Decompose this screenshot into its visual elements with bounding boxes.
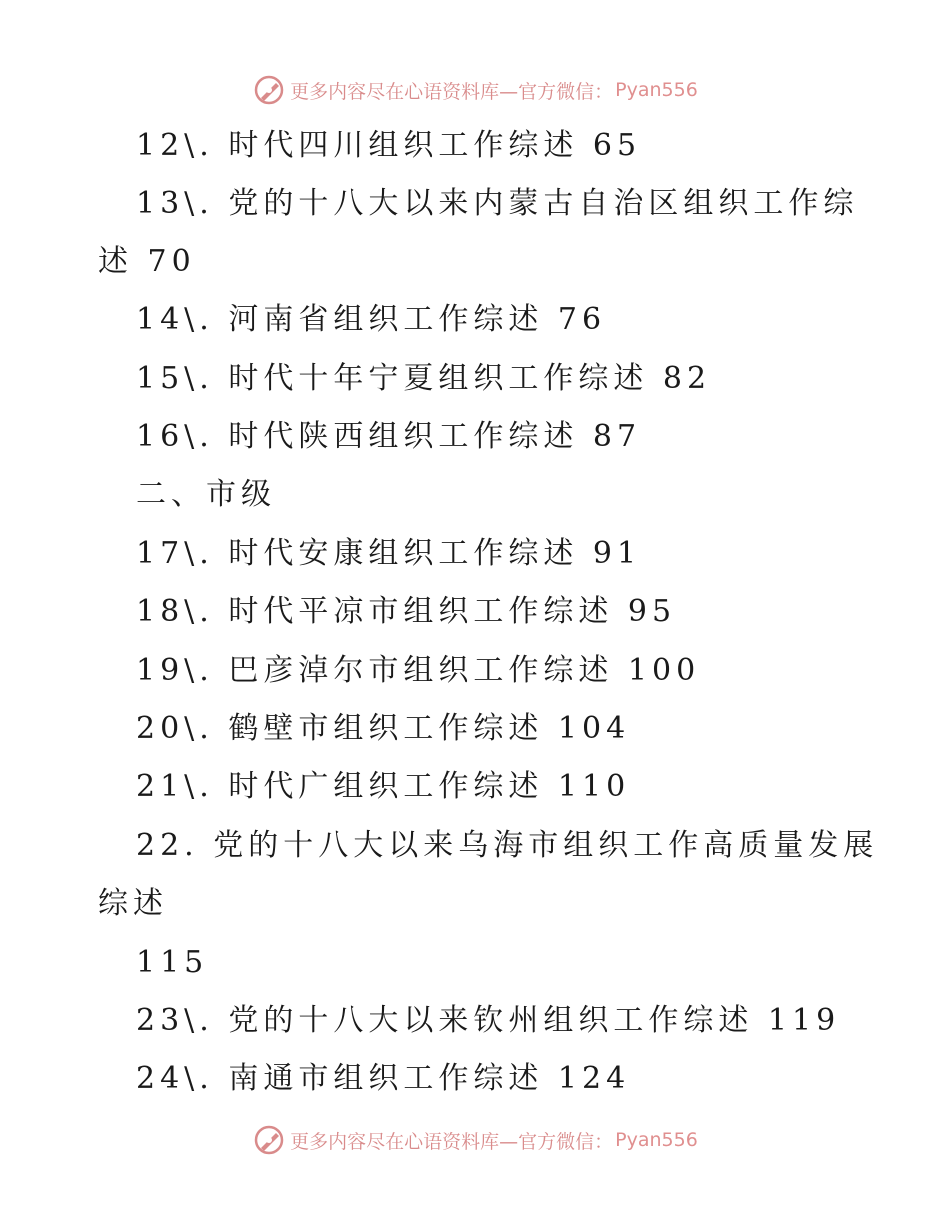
watermark-handle: Pyan556 [615,1129,698,1151]
footer-watermark [0,1120,950,1160]
toc-entry-12: 12\. 时代四川组织工作综述 65 [136,128,642,163]
toc-entry-13: 13\. 党的十八大以来内蒙古自治区组织工作综 [136,186,859,221]
toc-entry-24: 24\. 南通市组织工作综述 124 [136,1061,631,1096]
toc-entry-16: 16\. 时代陕西组织工作综述 87 [136,419,642,454]
pen-logo-icon [252,73,286,107]
toc-entry-19: 19\. 巴彦淖尔市组织工作综述 100 [136,653,701,688]
toc-entry-15: 15\. 时代十年宁夏组织工作综述 82 [136,361,712,396]
toc-entry-22-page: 115 [136,945,209,980]
watermark-text: 更多内容尽在心语资料库—官方微信： [290,1130,614,1153]
toc-entry-18: 18\. 时代平凉市组织工作综述 95 [136,594,677,629]
toc-entry-21: 21\. 时代广组织工作综述 110 [136,769,631,804]
toc-entry-17: 17\. 时代安康组织工作综述 91 [136,536,642,571]
header-watermark [0,70,950,110]
watermark-handle: Pyan556 [615,79,698,101]
watermark-text: 更多内容尽在心语资料库—官方微信： [290,80,614,103]
toc-entry-22: 22. 党的十八大以来乌海市组织工作高质量发展 [136,828,879,863]
toc-entry-20: 20\. 鹤壁市组织工作综述 104 [136,711,631,746]
section-heading-city: 二、市级 [136,477,276,512]
pen-logo-icon [252,1123,286,1157]
toc-entry-22-continued: 综述 [98,886,168,921]
toc-entry-14: 14\. 河南省组织工作综述 76 [136,302,607,337]
toc-entry-13-continued: 述 70 [98,244,196,279]
toc-entry-23: 23\. 党的十八大以来钦州组织工作综述 119 [136,1003,841,1038]
